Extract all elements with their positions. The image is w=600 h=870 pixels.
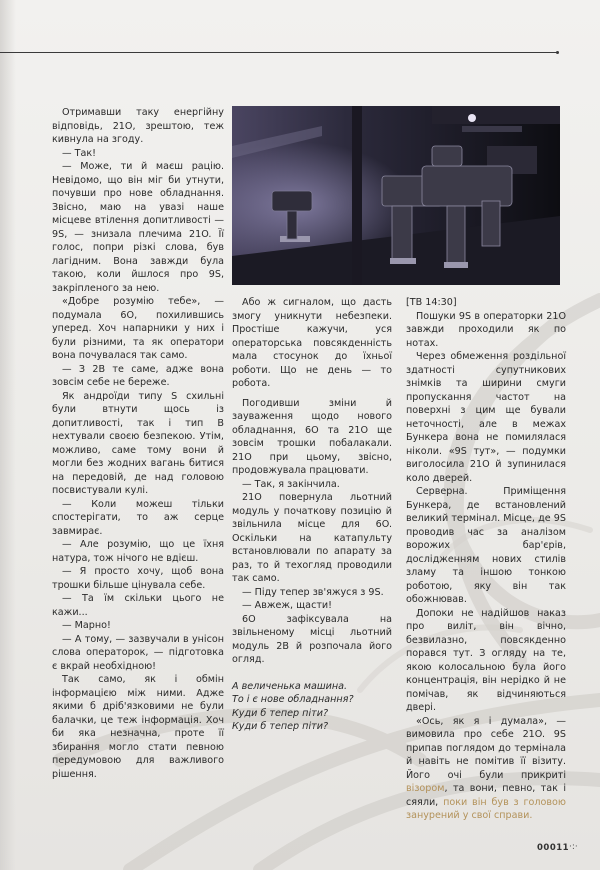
paragraph-text: , та вони, певно, так і сяяли, [406, 783, 566, 808]
time-marker: [ТВ 14:30] [406, 297, 457, 308]
highlight-phrase: поки він був з головою занурений у свої справи. [406, 796, 566, 821]
italic-thought: То і є нове обладнання? [232, 694, 354, 705]
italic-thought: Куди б тепер піти? [232, 721, 329, 732]
paragraph: Допоки не надійшов наказ про виліт, він вічно, безвилазно, повсякденно порався тут. З огляду на те, якою колосальною була його концентрація, він нерідко й не помічав, як відчиняються двері. [406, 607, 566, 713]
paragraph: — З 2B те саме, адже вона зовсім себе не береже. [52, 363, 224, 388]
paragraph: Через обмеження роздільної здатності супутникових знімків та ширини смуги пропускання частот на поверхні з цим ще бували неточності, але в межах Бункера вона не помилялася ніколи. «9S тут», — подумки виголосила 21O й зупинилася коло дверей. [406, 351, 566, 484]
paragraph-text: «Ось, як я і думала», — вимовила про себе 21O. 9S припав поглядом до термінала й навіть не помітив її візиту. Його очі були прикриті [406, 715, 566, 781]
paragraph: — Може, ти й маєш рацію. Невідомо, що він міг би утнути, почувши про нове обладнання. Звісно, маю на увазі наше місцеве втілення допитливості — 9S, — знизала плечима 21O. Її голос, попри різкі слова, був лагідним. Вона завжди була такою, коли йшлося про 9S, закріпленого за нею. [52, 161, 224, 294]
paragraph: Погодивши зміни й зауваження щодо нового обладнання, 6O та 21O ще зовсім трошки побалакали. 21O при цьому, звісно, продовжувала працювати. [232, 397, 392, 476]
illustration-mech-hangar [232, 106, 560, 285]
paragraph [406, 715, 566, 823]
paragraph: Як андроїди типу S схильні були втнути щось із допитливості, так і тип B нехтували своєю безпекою. Утім, можливо, саме тому вони й могли без жодних вагань битися на передовій, де над головою посвистували кулі. [52, 390, 224, 496]
paragraph: — Марно! [62, 620, 111, 631]
page-gutter-shadow [0, 0, 16, 870]
page-number-ornament: ·:· [569, 842, 578, 852]
paragraph: 6O зафіксувала на звільненому місці льотний модуль 2B й розпочала його огляд. [232, 613, 392, 665]
paragraph: «Добре розумію тебе», — подумала 6O, похилившись уперед. Хоч напарники у них і були різними, та як оператори вона почувалася так само. [52, 296, 224, 361]
header-rule-dot [556, 51, 559, 54]
paragraph: — Так! [62, 147, 97, 159]
paragraph: Пошуки 9S в операторки 21O завжди проходили як по нотах. [406, 310, 566, 349]
paragraph: — Так, я закінчила. [242, 478, 340, 490]
header-rule [0, 52, 557, 53]
text-column-1 [52, 106, 224, 781]
paragraph: Отримавши таку енергійну відповідь, 21O, зрештою, теж кивнула на згоду. [52, 107, 224, 145]
paragraph: — А тому, — зазвучали в унісон слова операторок, — підготовка є вкрай необхідною! [52, 633, 224, 672]
text-column-2 [232, 296, 392, 734]
paragraph: — Коли можеш тільки спостерігати, то аж серце завмирає. [52, 498, 224, 537]
page-number: 00011 [537, 843, 570, 853]
paragraph: — Але розумію, що це їхня натура, тож нічого не вдієш. [52, 539, 224, 564]
paragraph: Серверна. Приміщення Бункера, де встановлений великий термінал. Місце, де 9S проводив час за аналізом ворожих бар'єрів, дослідженням нових стилів зламу та іншою тонкою роботою, яку він так обожнював. [406, 486, 566, 605]
paragraph: Так само, як і обмін інформацією між ними. Адже якими б дріб'язковими не були балачки, це теж інформація. Хоч би яка незначна, проте її збирання могло стати певною передумовою для важливого рішення. [52, 674, 224, 780]
paragraph: — Піду тепер зв'яжуся з 9S. [242, 586, 384, 598]
text-column-3 [406, 296, 566, 823]
paragraph: — Та їм скільки цього не кажи... [52, 593, 224, 618]
paragraph: 21O повернула льотний модуль у початкову позицію й звільнила місце для 6O. Оскільки на катапульту встановлювали по апарату за раз, то й техогляд проводили так само. [232, 492, 392, 584]
paragraph: — Я просто хочу, щоб вона трошки більше цінувала себе. [52, 566, 224, 591]
italic-thought: А величенька машина. [232, 680, 348, 692]
highlight-word: візором [406, 783, 445, 794]
paragraph: Або ж сигналом, що дасть змогу уникнути небезпеки. Простіше кажучи, уся операторська повсякденність мала стосунок до їхньої роботи. Що не день — то робота. [232, 297, 392, 389]
italic-thought: Куди б тепер піти? [232, 707, 329, 719]
paragraph: — Авжеж, щасти! [242, 600, 333, 611]
